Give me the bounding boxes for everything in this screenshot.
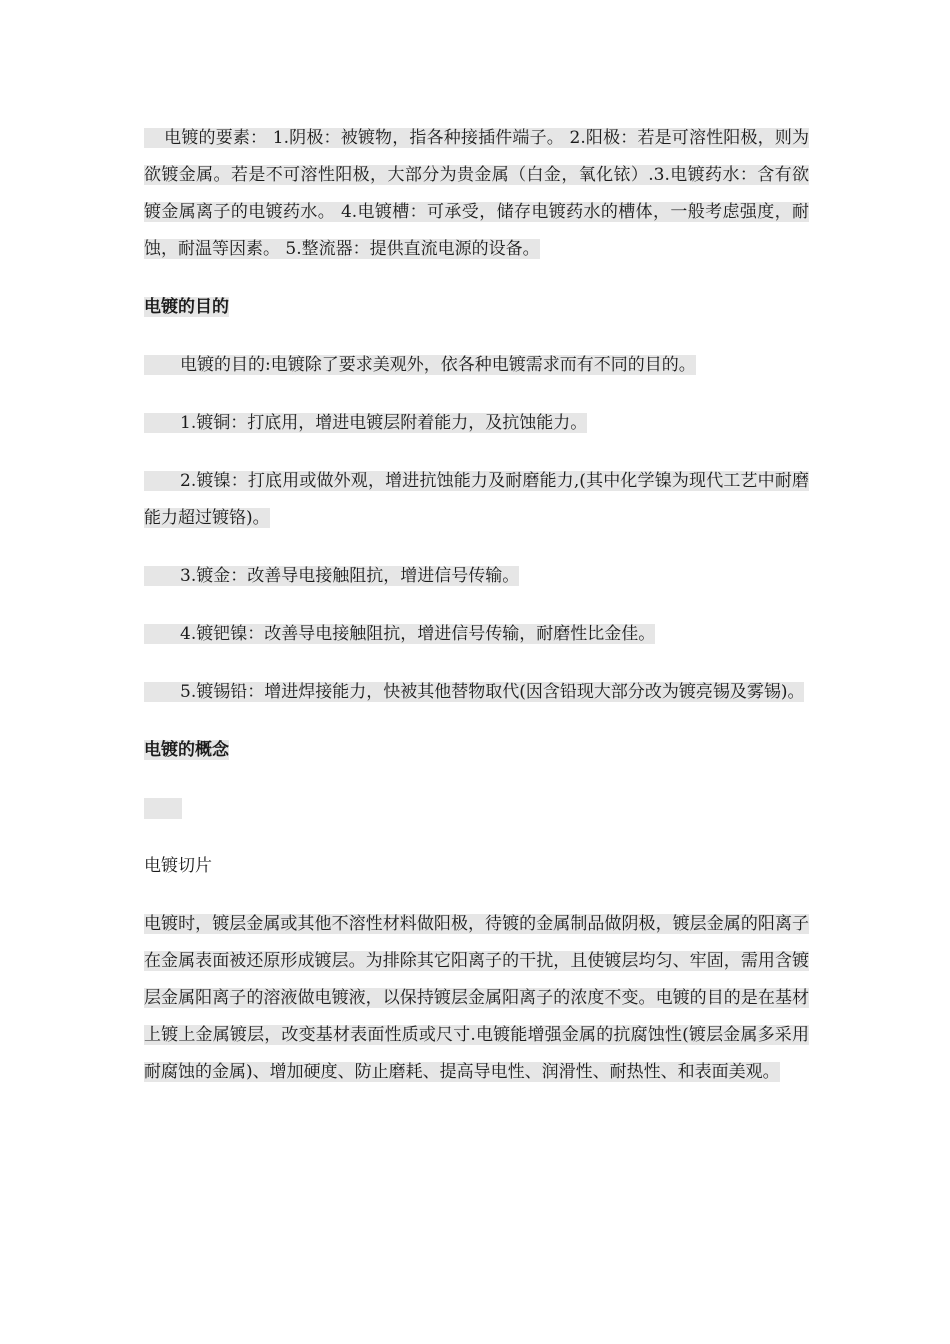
purpose-item bbox=[144, 674, 809, 711]
intro-text: 电镀的要素： 1.阴极：被镀物，指各种接插件端子。 2.阳极：若是可溶性阳极，则为欲镀金属。若是不可溶性阳极，大部分为贵金属（白金，氧化铱）.3.电镀药水：含有欲镀金属离子的电镀药水。 4.电镀槽：可承受，储存电镀药水的槽体，一般考虑强度，耐蚀，耐温等因素。 5.整流器：提供直流电源的设备。 bbox=[144, 128, 809, 259]
purpose-item bbox=[144, 463, 809, 537]
purpose-item bbox=[144, 558, 809, 595]
purpose-item-text: 5.镀锡铅：增进焊接能力，快被其他替物取代(因含铅现大部分改为镀亮锡及雾锡)。 bbox=[180, 682, 805, 702]
purpose-item-text: 2.镀镍：打底用或做外观，增进抗蚀能力及耐磨能力,(其中化学镍为现代工艺中耐磨能力超过镀铬)。 bbox=[144, 471, 809, 528]
image-caption bbox=[144, 848, 809, 885]
image-placeholder bbox=[144, 798, 182, 819]
purpose-intro-text: 电镀的目的:电镀除了要求美观外，依各种电镀需求而有不同的目的。 bbox=[180, 355, 696, 375]
concept-paragraph bbox=[144, 906, 809, 1091]
purpose-item-text: 4.镀钯镍：改善导电接触阻抗，增进信号传输，耐磨性比金佳。 bbox=[180, 624, 656, 644]
purpose-item-text: 3.镀金：改善导电接触阻抗，增进信号传输。 bbox=[180, 566, 520, 586]
purpose-item-text: 1.镀铜：打底用，增进电镀层附着能力，及抗蚀能力。 bbox=[180, 413, 588, 433]
heading-purpose bbox=[144, 289, 809, 326]
image-caption-text: 电镀切片 bbox=[144, 856, 212, 876]
concept-text: 电镀时，镀层金属或其他不溶性材料做阳极，待镀的金属制品做阴极，镀层金属的阳离子在金属表面被还原形成镀层。为排除其它阳离子的干扰，且使镀层均匀、牢固，需用含镀层金属阳离子的溶液做电镀液，以保持镀层金属阳离子的浓度不变。电镀的目的是在基材上镀上金属镀层，改变基材表面性质或尺寸.电镀能增强金属的抗腐蚀性(镀层金属多采用耐腐蚀的金属)、增加硬度、防止磨耗、提高导电性、润滑性、耐热性、和表面美观。 bbox=[144, 914, 809, 1082]
purpose-item bbox=[144, 405, 809, 442]
purpose-item bbox=[144, 616, 809, 653]
heading-purpose-text: 电镀的目的 bbox=[144, 297, 229, 317]
document-page bbox=[144, 120, 809, 1091]
image-placeholder-row bbox=[144, 790, 809, 827]
purpose-intro-paragraph bbox=[144, 347, 809, 384]
intro-paragraph bbox=[144, 120, 809, 268]
heading-concept-text: 电镀的概念 bbox=[144, 740, 229, 760]
heading-concept bbox=[144, 732, 809, 769]
